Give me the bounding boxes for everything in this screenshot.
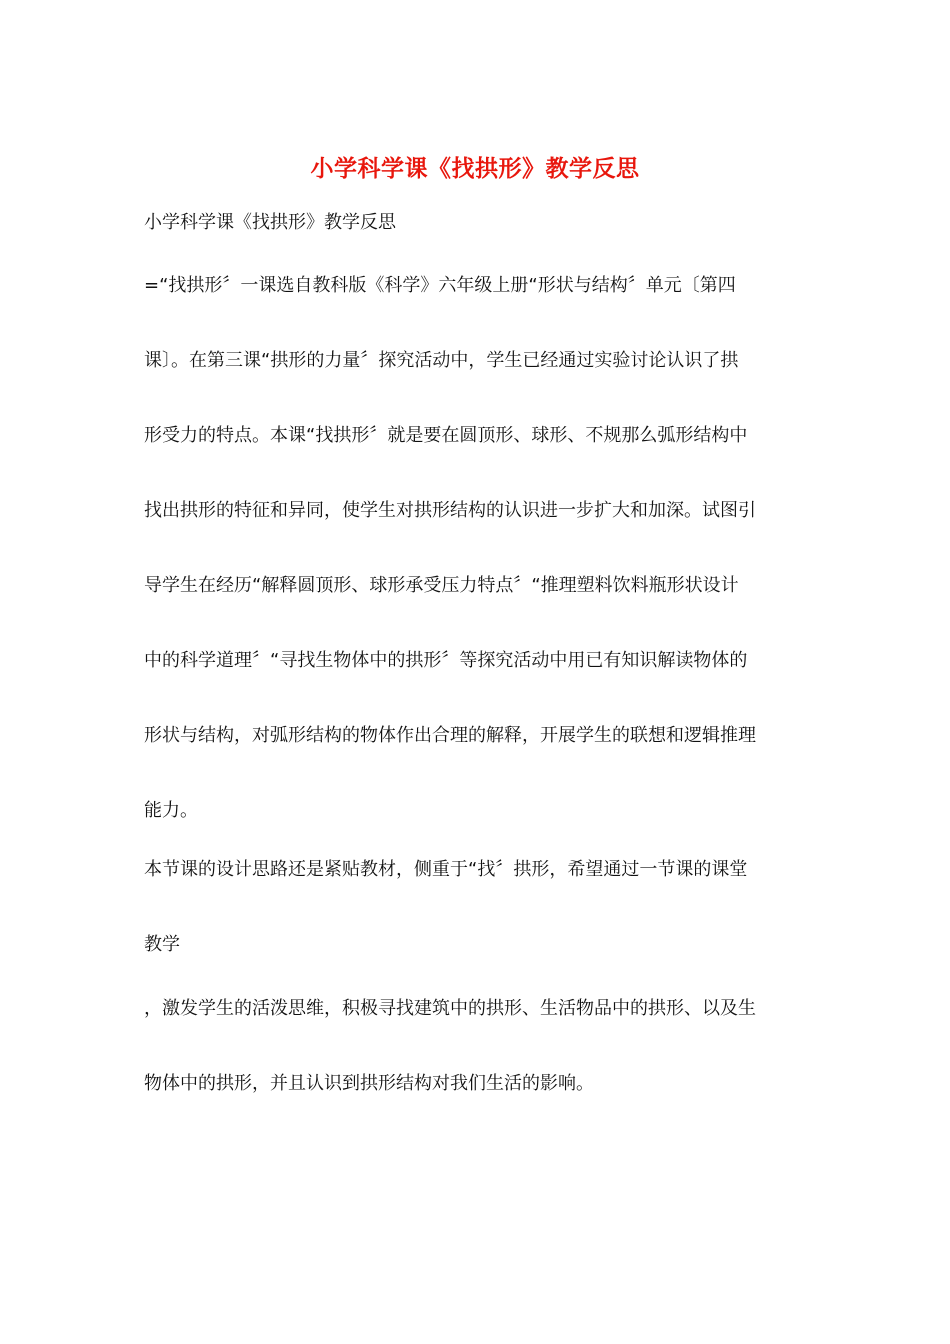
document-title: 小学科学课《找拱形》教学反思 (310, 155, 640, 182)
paragraph-1-line-1: =“找拱形〞一课选自教科版《科学》六年级上册“形状与结构〞单元〔第四 (144, 275, 736, 296)
paragraph-2-line-3: ，激发学生的活泼思维，积极寻找建筑中的拱形、生活物品中的拱形、以及生 (144, 998, 756, 1019)
paragraph-1-line-7: 形状与结构，对弧形结构的物体作出合理的解释，开展学生的联想和逻辑推理 (144, 725, 756, 746)
paragraph-1-line-4: 找出拱形的特征和异同，使学生对拱形结构的认识进一步扩大和加深。试图引 (144, 500, 756, 521)
paragraph-1-line-3: 形受力的特点。本课“找拱形〞就是要在圆顶形、球形、不规那么弧形结构中 (144, 425, 748, 446)
paragraph-2-line-2: 教学 (144, 934, 180, 955)
paragraph-2-line-4: 物体中的拱形，并且认识到拱形结构对我们生活的影响。 (144, 1073, 594, 1094)
paragraph-1-line-8: 能力。 (144, 800, 198, 821)
paragraph-1-line-5: 导学生在经历“解释圆顶形、球形承受压力特点〞“推理塑料饮料瓶形状设计 (144, 575, 739, 596)
paragraph-2-line-1: 本节课的设计思路还是紧贴教材，侧重于“找〞拱形，希望通过一节课的课堂 (144, 859, 748, 880)
paragraph-1-line-2: 课〕。在第三课“拱形的力量〞探究活动中，学生已经通过实验讨论认识了拱 (144, 350, 739, 371)
document-subtitle: 小学科学课《找拱形》教学反思 (144, 212, 396, 233)
paragraph-1-line-6: 中的科学道理〞“寻找生物体中的拱形〞等探究活动中用已有知识解读物体的 (144, 650, 748, 671)
